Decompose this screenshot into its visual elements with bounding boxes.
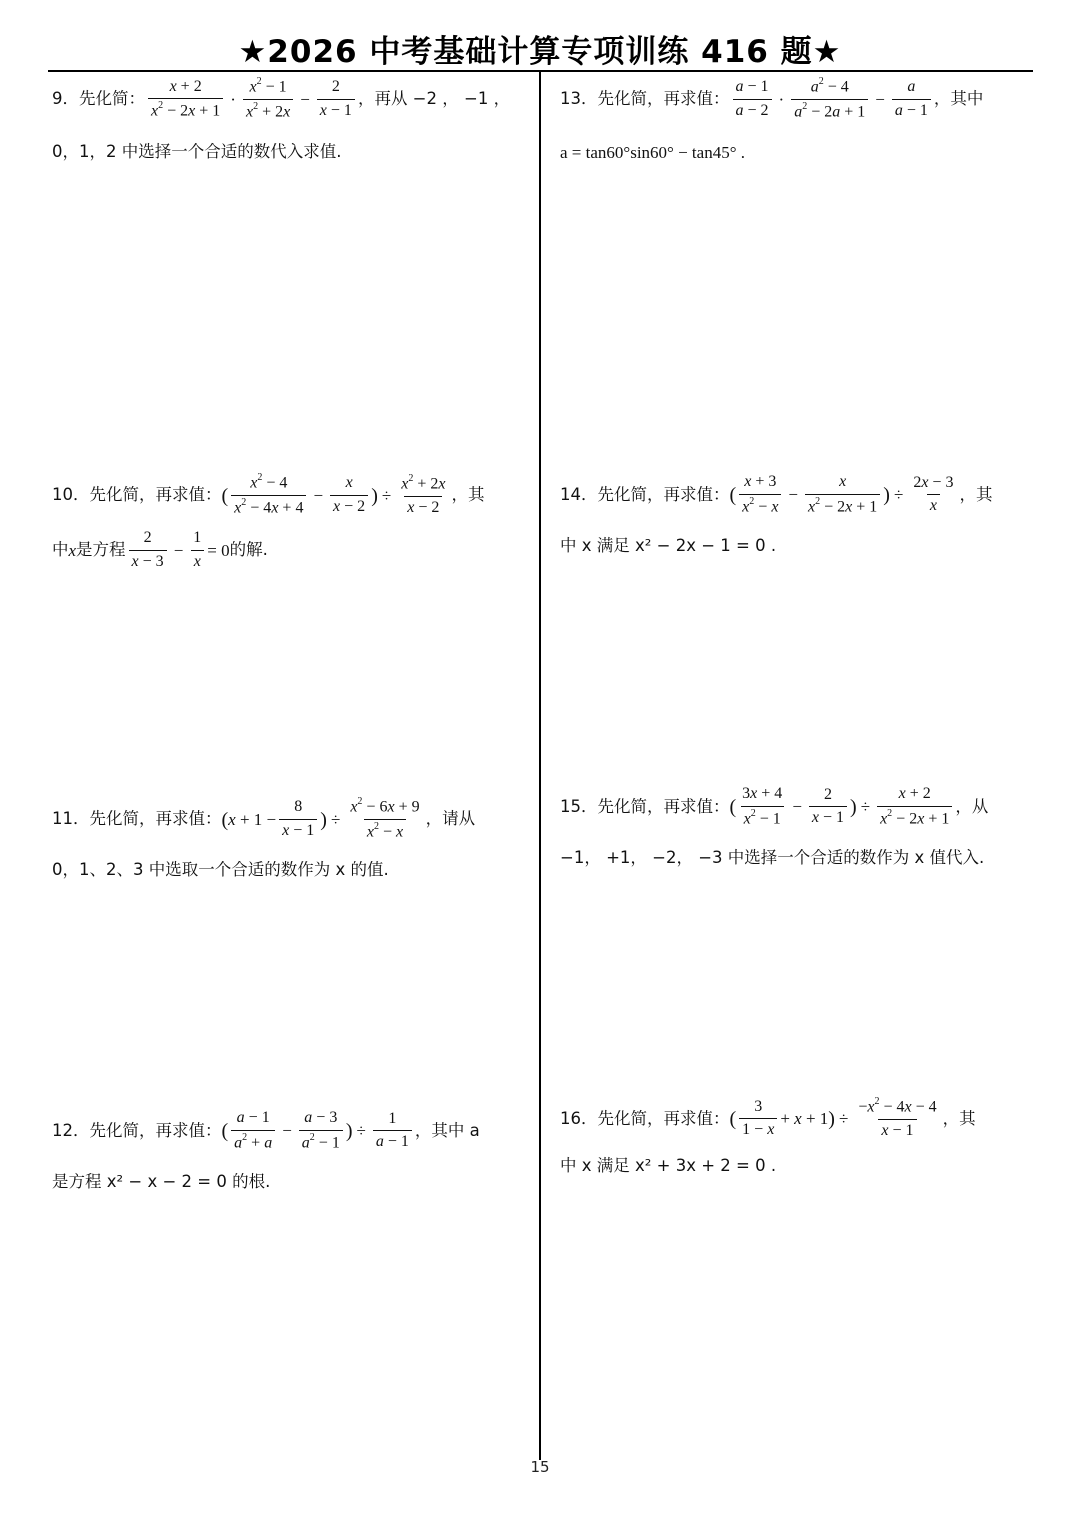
problem-tail: ，请从 <box>425 809 476 829</box>
fraction: $\frac{a - 1}{a^2 + a}$ <box>231 1110 275 1152</box>
problem-lead: 先化简，再求值： <box>597 484 730 504</box>
problem-tail: ，再从 −2 ， −1 ， <box>357 89 511 109</box>
problem-tail: ，其 <box>451 485 485 505</box>
var-x: x <box>68 540 77 560</box>
fraction: $\frac{x + 2}{x^2 - 2x + 1}$ <box>148 79 223 121</box>
fraction: $\frac{2x - 3}{x}$ <box>913 473 954 515</box>
text: 中 <box>52 540 69 560</box>
fraction: $\frac{1}{x}$ <box>190 530 204 571</box>
problem-tail: ，其 <box>942 1108 976 1128</box>
problem-tail: ，其中 a <box>414 1120 480 1140</box>
problem-16: 16． 先化简，再求值： ( $\frac{3}{1 - x}$ + x + 1 ) ÷ $\frac{-x^2 - 4x - 4}{x - 1}$ ，其 中 x 满足 x² + 3x + 2 = 0 . <box>560 1096 976 1175</box>
problem-lead: 先化简，再求值： <box>597 796 730 816</box>
fraction: $\frac{2}{x - 1}$ <box>317 79 355 120</box>
fraction: $\frac{x + 2}{x^2 - 2x + 1}$ <box>877 786 952 828</box>
problem-lead: 先化简： <box>79 89 145 109</box>
problem-11: 11． 先化简，再求值： ( x + 1 − $\frac{8}{x - 1}$ ) ÷ $\frac{x^2 - 6x + 9}{x^2 - x}$ ，请从 0，1、2、3 中选取一个合适的数作为 x 的值. <box>52 796 476 879</box>
problem-line2: 中 x 满足 x² + 3x + 2 = 0 . <box>560 1156 777 1175</box>
fraction: $\frac{3x + 4}{x^2 - 1}$ <box>742 785 783 828</box>
fraction: $\frac{x + 3}{x^2 - x}$ <box>739 474 781 516</box>
fraction: $\frac{x}{x - 2}$ <box>330 475 368 516</box>
fraction: $\frac{-x^2 - 4x - 4}{x - 1}$ <box>858 1096 937 1140</box>
problem-13: 13． 先化简，再求值： $\frac{a - 1}{a - 2}$ · $\frac{a^2 - 4}{a^2 - 2a + 1}$ − $\frac{a}{a - 1}$ ，其中 a = tan60°sin60° − tan45° . <box>560 76 984 162</box>
problem-number: 11． <box>52 809 90 829</box>
problem-line2: 0，1，2 中选择一个合适的数代入求值. <box>52 142 342 161</box>
problem-lead: 先化简，再求值： <box>597 1108 730 1128</box>
fraction: $\frac{8}{x - 1}$ <box>279 799 317 840</box>
problem-number: 15． <box>560 796 598 816</box>
problem-line2: 中 x 是方程 $\frac{2}{x - 3}$ − $\frac{1}{x}$ = 0 的解. <box>52 529 268 570</box>
problem-lead: 先化简，再求值： <box>89 485 222 505</box>
problem-lead: 先化简，再求值： <box>89 809 222 829</box>
problem-line2: −1， +1， −2， −3 中选择一个合适的数作为 x 值代入. <box>560 848 985 867</box>
fraction: $\frac{3}{1 - x}$ <box>739 1099 777 1140</box>
problem-9: 9． 先化简： $\frac{x + 2}{x^2 - 2x + 1}$ · $\frac{x^2 - 1}{x^2 + 2x}$ − $\frac{2}{x - 1}$ ，再从 −2 ， −1 ， 0，1，2 中选择一个合适的数代入求值. <box>52 76 511 161</box>
fraction: $\frac{x}{x^2 - 2x + 1}$ <box>805 474 880 516</box>
problem-12: 12． 先化简，再求值： ( $\frac{a - 1}{a^2 + a}$ − $\frac{a - 3}{a^2 - 1}$ ) ÷ $\frac{1}{a - 1}$ ，其中 a 是方程 x² − x − 2 = 0 的根. <box>52 1109 480 1191</box>
problem-15: 15． 先化简，再求值： ( $\frac{3x + 4}{x^2 - 1}$ − $\frac{2}{x - 1}$ ) ÷ $\frac{x + 2}{x^2 - 2x + 1}$ ，从 −1， +1， −2， −3 中选择一个合适的数作为 x 值代入. <box>560 785 989 867</box>
problem-tail: ，从 <box>955 796 989 816</box>
fraction: $\frac{x^2 - 6x + 9}{x^2 - x}$ <box>350 796 420 841</box>
problem-line2: 0，1、2、3 中选取一个合适的数作为 x 的值. <box>52 860 389 879</box>
fraction: $\frac{a}{a - 1}$ <box>892 79 931 120</box>
problem-tail: ，其 <box>959 484 993 504</box>
problem-number: 9． <box>52 89 79 109</box>
fraction: $\frac{a - 3}{a^2 - 1}$ <box>299 1110 343 1152</box>
page-number: 15 <box>530 1458 550 1476</box>
fraction: $\frac{a^2 - 4}{a^2 - 2a + 1}$ <box>791 78 868 121</box>
column-divider <box>539 70 541 1460</box>
problem-number: 12． <box>52 1120 90 1140</box>
problem-number: 13． <box>560 89 598 109</box>
page-title: ★2026 中考基础计算专项训练 416 题★ <box>238 34 842 70</box>
problem-line2: 中 x 满足 x² − 2x − 1 = 0 . <box>560 536 777 555</box>
fraction: $\frac{x^2 + 2x}{x - 2}$ <box>401 472 446 516</box>
problem-tail: ，其中 <box>933 89 984 109</box>
problem-number: 14． <box>560 484 598 504</box>
problem-10: 10． 先化简，再求值： ( $\frac{x^2 - 4}{x^2 - 4x + 4}$ − $\frac{x}{x - 2}$ ) ÷ $\frac{x^2 + 2x}{x - 2}$ ，其 中 x 是方程 $\frac{2}{x - 3}$ − $\frac{1}{x}$ = 0 的解. <box>52 472 485 570</box>
problem-lead: 先化简，再求值： <box>597 89 730 109</box>
problem-14: 14． 先化简，再求值： ( $\frac{x + 3}{x^2 - x}$ − $\frac{x}{x^2 - 2x + 1}$ ) ÷ $\frac{2x - 3}{x}$ ，其 中 x 满足 x² − 2x − 1 = 0 . <box>560 473 993 555</box>
fraction: $\frac{1}{a - 1}$ <box>373 1111 412 1152</box>
fraction: $\frac{a - 1}{a - 2}$ <box>733 79 772 120</box>
fraction: $\frac{x^2 - 4}{x^2 - 4x + 4}$ <box>231 474 306 517</box>
fraction: $\frac{2}{x - 1}$ <box>809 787 847 828</box>
text: 是方程 <box>76 540 126 560</box>
problem-number: 10． <box>52 485 90 505</box>
text: 的解. <box>229 540 268 560</box>
fraction: $\frac{x^2 - 1}{x^2 + 2x}$ <box>243 78 293 121</box>
problem-lead: 先化简，再求值： <box>89 1120 222 1140</box>
problem-number: 16． <box>560 1108 598 1128</box>
problem-line2: a = tan60°sin60° − tan45° . <box>560 143 745 162</box>
fraction: $\frac{2}{x - 3}$ <box>129 530 167 571</box>
problem-line2: 是方程 x² − x − 2 = 0 的根. <box>52 1172 271 1191</box>
